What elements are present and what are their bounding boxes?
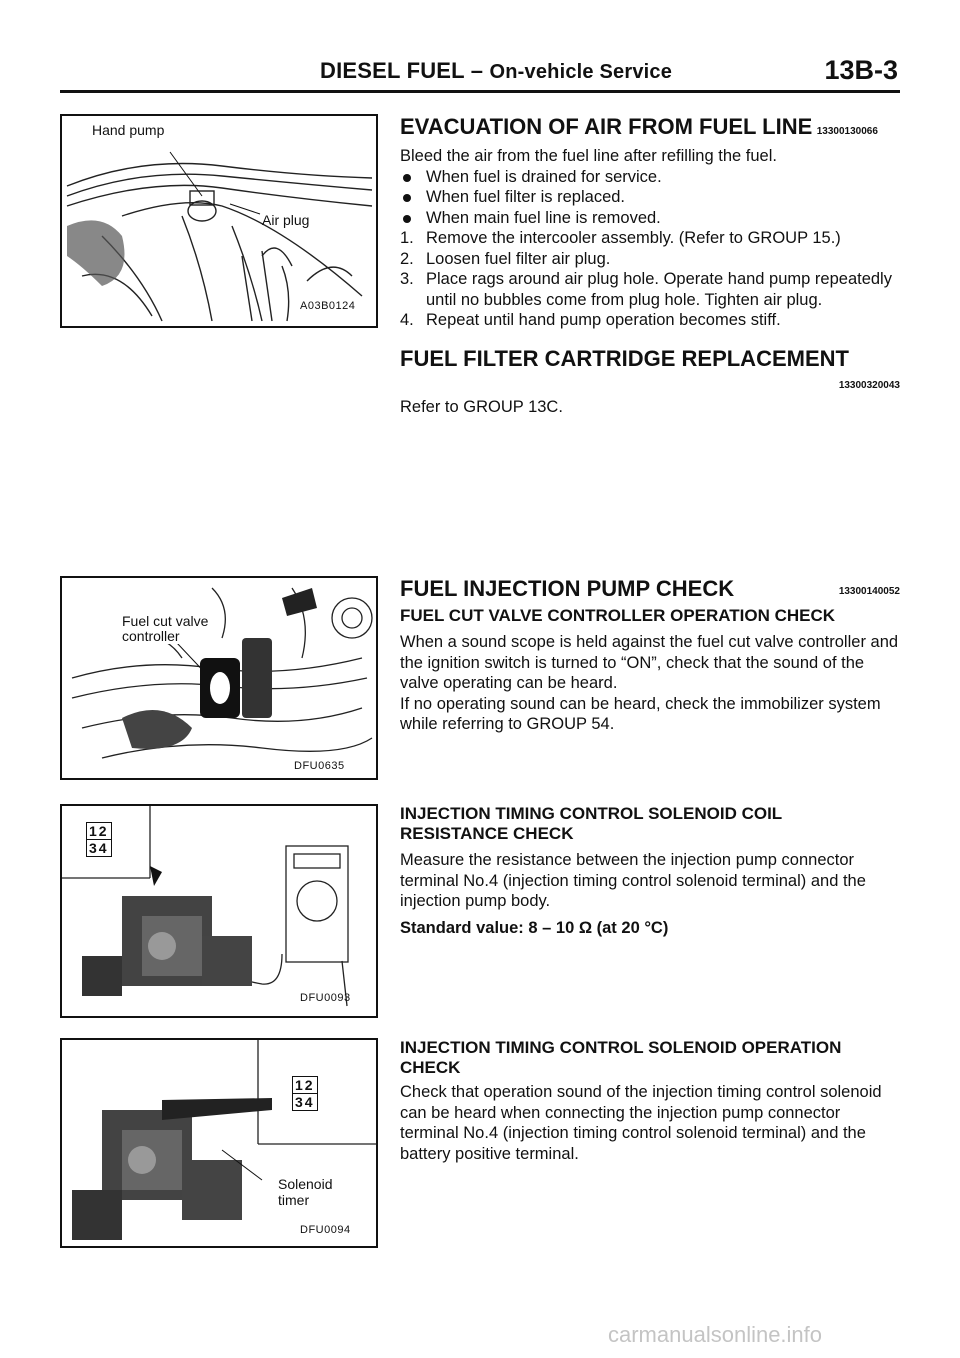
pump-check-subtitle: FUEL CUT VALVE CONTROLLER OPERATION CHECK [400,606,836,625]
section-title [400,576,900,604]
header-dash: – [470,58,484,83]
resistance-title-1: INJECTION TIMING CONTROL SOLENOID COIL [400,804,783,823]
evacuation-text [400,146,900,331]
list-item [400,310,900,331]
connector-bottom: 34 [86,840,112,857]
page-header [0,0,960,100]
section-id: 13300320043 [838,380,900,391]
figure-code: DFU0093 [300,992,351,1004]
section-filter [400,346,900,418]
fuel-cut-valve-illustration [62,578,376,778]
step-text: Loosen fuel filter air plug. [426,249,611,268]
bullet-list [400,167,900,229]
figure-solenoid-timer [60,1038,378,1248]
figure-code: A03B0124 [300,300,356,312]
section-operation [400,1038,900,1164]
figure-hand-pump [60,114,378,328]
list-item [400,249,900,270]
step-text: Repeat until hand pump operation becomes stiff. [426,311,781,329]
connector-top: 12 [292,1076,318,1094]
filter-title: FUEL FILTER CARTRIDGE REPLACEMENT [400,346,849,371]
step-text: Place rags around air plug hole. Operate hand pump repeatedly until no bubbles come from plug hole. Tighten air plug. [426,270,892,309]
step-number: 3. [400,270,414,288]
operation-title-1: INJECTION TIMING CONTROL SOLENOID OPERATION [400,1038,842,1057]
list-item [400,228,900,249]
hand-pump-illustration [62,116,376,326]
pump-check-title: FUEL INJECTION PUMP CHECK [400,576,735,601]
label-line-1: Fuel cut valve [122,613,209,629]
pump-check-para-1: When a sound scope is held against the fuel cut valve controller and the ignition switch is turned to “ON”, check that the sound of the valve operating can be heard. [400,633,899,692]
standard-value: Standard value: 8 – 10 Ω (at 20 °C) [400,918,669,937]
header-rule [60,90,900,93]
section-id: 13300140052 [838,586,900,597]
connector-bottom: 34 [292,1094,318,1111]
section-pump-check [400,576,900,735]
section-id: 13300130066 [816,126,878,137]
header-subtitle: On-vehicle Service [489,61,673,83]
figure-code: DFU0094 [300,1224,351,1236]
resistance-text: Measure the resistance between the injection pump connector terminal No.4 (injection timing control solenoid terminal) and the injection pump body. [400,851,866,910]
label-line-2: controller [122,628,180,644]
label-line-2: timer [278,1192,310,1208]
list-item: When fuel filter is replaced. [400,187,900,208]
figure-fuel-cut-valve [60,576,378,780]
step-number: 1. [400,229,414,247]
list-item: When fuel is drained for service. [400,167,900,188]
pump-check-para-2: If no operating sound can be heard, check the immobilizer system while referring to GROUP 54. [400,694,881,733]
section-title [400,114,900,140]
step-number: 4. [400,311,414,329]
list-item: When main fuel line is removed. [400,208,900,229]
connector-icon [292,1076,318,1111]
list-item [400,269,900,310]
step-number: 2. [400,249,414,268]
figure-code: DFU0635 [294,760,345,772]
label-air-plug: Air plug [262,212,310,228]
resistance-title-2: RESISTANCE CHECK [400,824,574,843]
connector-top: 12 [86,822,112,840]
watermark: carmanualsonline.info [608,1322,823,1347]
label-line-1: Solenoid [278,1176,333,1192]
connector-icon [86,822,112,857]
section-evacuation [400,114,900,331]
filter-text: Refer to GROUP 13C. [400,398,563,416]
step-text: Remove the intercooler assembly. (Refer to GROUP 15.) [426,229,841,247]
label-hand-pump: Hand pump [92,122,165,138]
figure-resistance-check [60,804,378,1018]
header-section: DIESEL FUEL [320,58,465,83]
solenoid-timer-illustration [62,1040,376,1246]
label-fuel-cut-valve [122,614,208,644]
label-solenoid-timer [278,1176,333,1208]
intro: Bleed the air from the fuel line after refilling the fuel. [400,147,777,165]
step-list [400,228,900,331]
page-number: 13B-3 [824,55,898,85]
operation-text: Check that operation sound of the injection timing control solenoid can be heard when connecting the injection pump connector terminal No.4 (injection timing control solenoid terminal) and the battery positive terminal. [400,1083,882,1163]
section-resistance [400,804,900,938]
header-title [320,58,672,84]
operation-title-2: CHECK [400,1058,461,1077]
evacuation-title: EVACUATION OF AIR FROM FUEL LINE [400,114,813,139]
